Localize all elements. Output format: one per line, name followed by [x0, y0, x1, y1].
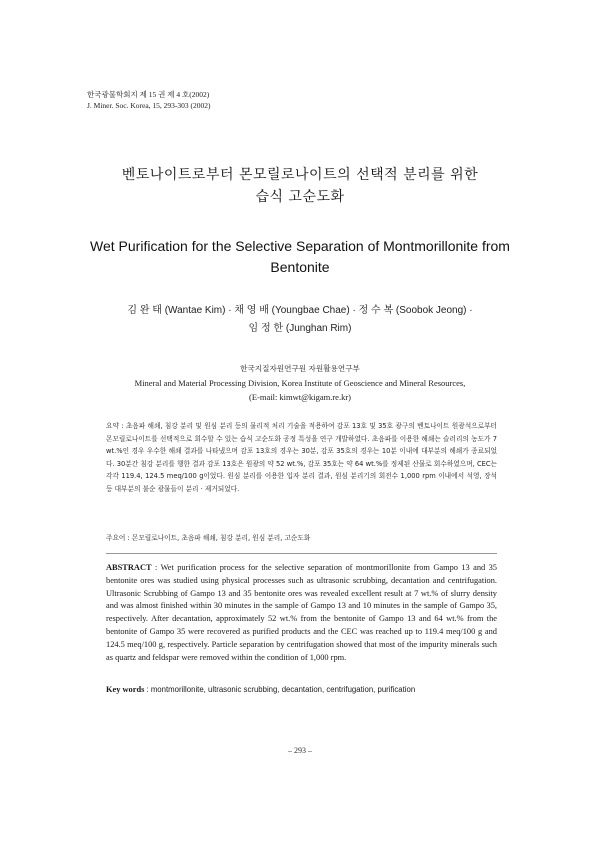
title-korean [60, 164, 540, 208]
keywords-text: : montmorillonite, ultrasonic scrubbing, decantation, centrifugation, purification [146, 685, 416, 694]
author-list [70, 302, 530, 338]
abstract-english [106, 562, 497, 664]
title-english [70, 236, 530, 278]
affiliation-en: Mineral and Material Processing Division, Korea Institute of Geoscience and Mineral Resources, [134, 378, 466, 388]
title-ko-line1: 벤토나이트로부터 몬모릴로나이트의 선택적 분리를 위한 [121, 167, 479, 183]
title-en-line1: Wet Purification for the Selective Separation of Montmorillonite from [90, 238, 510, 254]
section-divider [106, 553, 497, 554]
abstract-label: ABSTRACT [106, 563, 152, 572]
keywords-english [106, 684, 497, 696]
journal-line-en: J. Miner. Soc. Korea, 15, 293-303 (2002) [87, 101, 211, 110]
journal-info [87, 89, 211, 111]
keywords-label: Key words [106, 685, 145, 694]
authors-line1: 김 완 태 (Wantae Kim) · 채 영 배 (Youngbae Chae) · 정 수 복 (Soobok Jeong) · [127, 305, 473, 316]
journal-line-ko: 한국광물학회지 제 15 권 제 4 호(2002) [87, 90, 210, 99]
authors-line2: 임 정 한 (Junghan Rim) [248, 323, 352, 334]
affiliation [60, 362, 540, 404]
abstract-text: : Wet purification process for the selective separation of montmorillonite from Gampo 13 and 35 bentonite ores was studied using physical processes such as ultrasonic scrubbing, decantation and centrifugation. Ultrasonic Scrubbing of Gampo 13 and 35 bentonite ores was revealed excellent result at 7 wt.% of slurry density and was almost finished within 30 minutes in the sample of Gampo 13 and 10 minutes in the sample of Gampo 35, respectively. After decantation, approximately 52 wt.% from the bentonite of Gampo 13 and 64 wt.% from the bentonite of Gampo 35 were recovered as purified products and the CEC was reached up to 119.4 meq/100 g and 124.5 meq/100 g, respectively. Particle separation by centrifugation showed that most of the impurity minerals such as quartz and feldspar were removed within the condition of 1,000 rpm. [106, 563, 497, 662]
affiliation-ko: 한국지질자원연구원 자원활용연구부 [240, 364, 360, 373]
abstract-korean: 요약 : 초음파 해쇄, 침강 분리 및 원심 분리 등의 물리적 처리 기술을 적용하여 감포 13호 및 35호 광구의 벤토나이트 원광석으로부터 몬모릴로나이트를 선택적으로 회수할 수 있는 습식 고순도화 공정 특성을 연구 개발하였다. 초음파를 이용한 해쇄는 슬러리의 농도가 7 wt.%인 경우 우수한 해쇄 결과를 나타냈으며 감포 13호의 경우는 30분, 감포 35호의 경우는 10분 이내에 대부분의 해쇄가 종료되었다. 30분간 침강 분리를 행한 결과 감포 13호은 원광의 약 52 wt.%, 감포 35호는 약 64 wt.%를 정제된 산물로 회수하였으며, CEC는 각각 119.4, 124.5 meq/100 g이었다. 원심 분리를 이용한 입자 분리 결과, 원심 분리기의 회전수 1,000 rpm 이내에서 석영, 장석 등 대부분의 불순 광물들이 분리 · 제거되었다. [106, 422, 497, 493]
author-email: (E-mail: kimwt@kigam.re.kr) [248, 392, 351, 402]
page-number: – 293 – [288, 746, 312, 755]
title-ko-line2: 습식 고순도화 [255, 189, 345, 205]
keywords-korean: 주요어 : 몬모릴로나이트, 초음파 해쇄, 침강 분리, 원심 분리, 고순도화 [106, 534, 311, 542]
title-en-line2: Bentonite [270, 259, 330, 275]
